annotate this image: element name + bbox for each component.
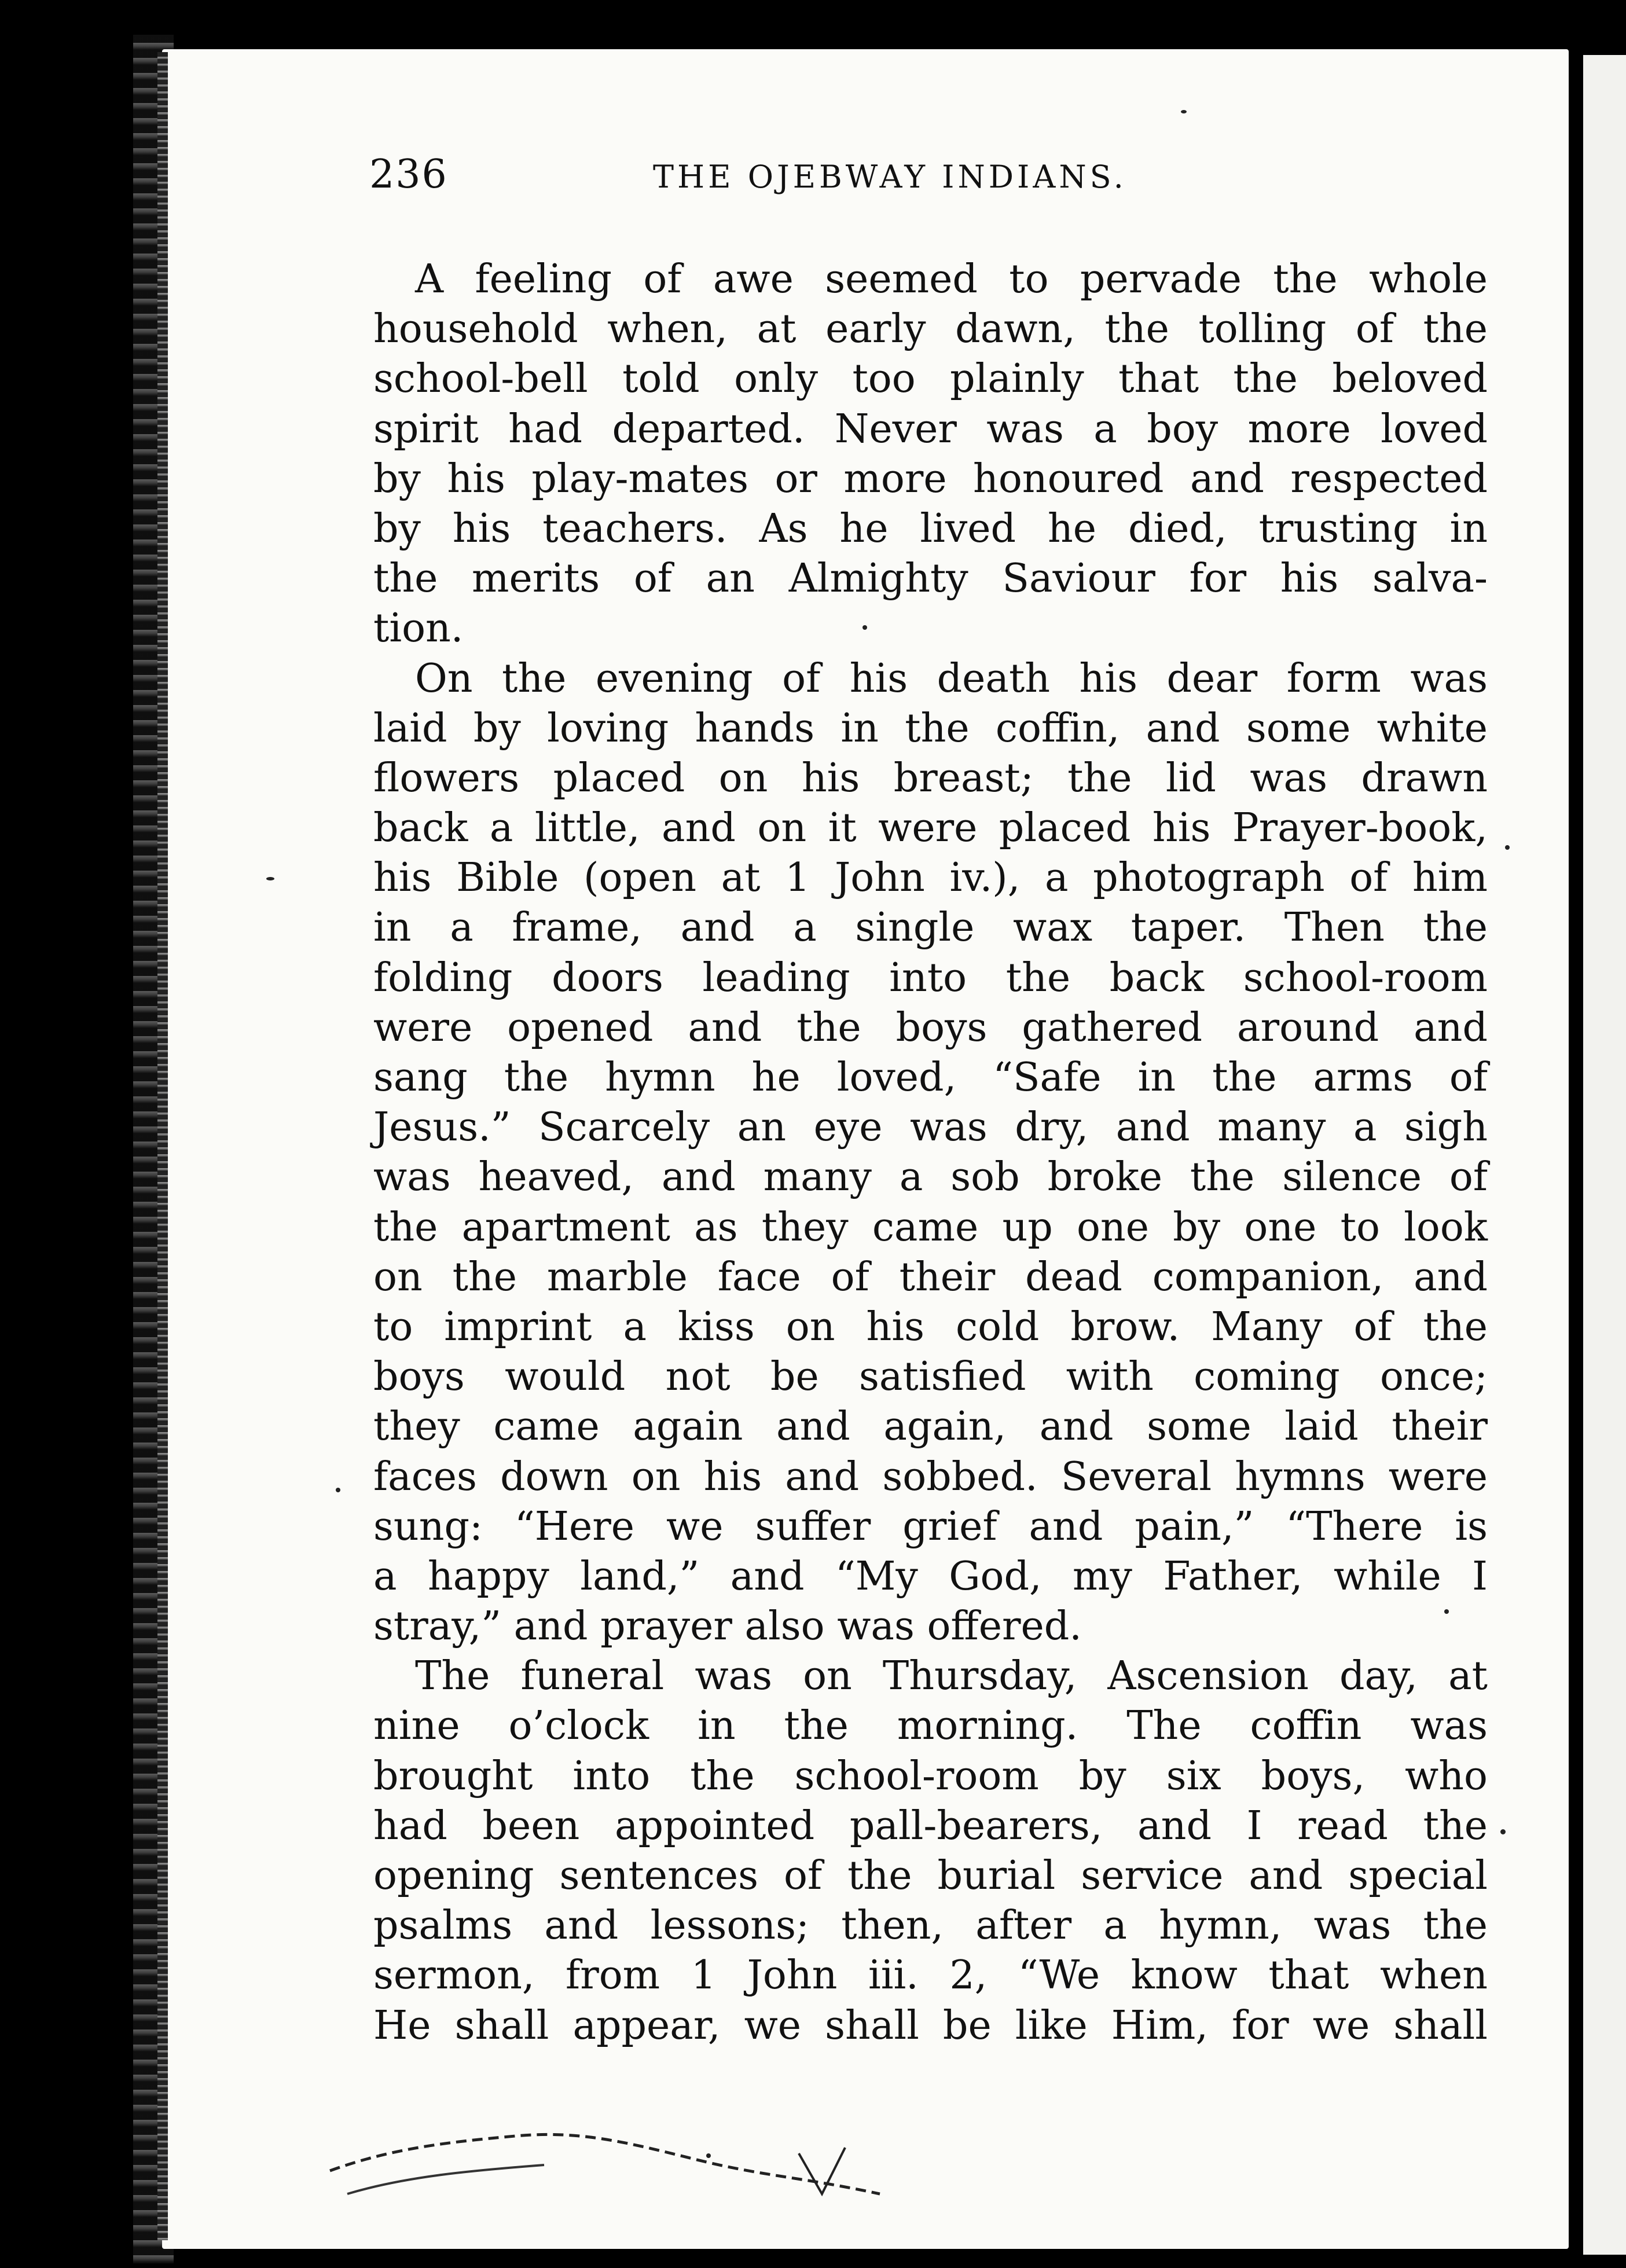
text-line: On the evening of his death his dear form was bbox=[415, 655, 1488, 702]
text-line: household when, at early dawn, the tolling of the bbox=[373, 306, 1488, 353]
text-line: laid by loving hands in the coffin, and some white bbox=[373, 705, 1488, 751]
text-line: brought into the school-room by six boys, who bbox=[373, 1753, 1488, 1799]
text-line: faces down on his and sobbed. Several hymns were bbox=[373, 1454, 1488, 1500]
body-text bbox=[373, 255, 1488, 2051]
text-line: had been appointed pall-bearers, and I read the bbox=[373, 1803, 1488, 1849]
scan-speck bbox=[862, 625, 867, 630]
text-line: sermon, from 1 John iii. 2, “We know that when bbox=[373, 1953, 1488, 1999]
running-title: THE OJEBWAY INDIANS. bbox=[653, 159, 1127, 195]
scan-speck bbox=[1444, 1609, 1449, 1614]
text-line: folding doors leading into the back school-room bbox=[373, 955, 1488, 1001]
text-line: boys would not be satisfied with coming once; bbox=[373, 1354, 1488, 1400]
text-line: tion. bbox=[373, 605, 464, 652]
scan-speck bbox=[336, 1488, 340, 1492]
text-line: flowers placed on his breast; the lid was drawn bbox=[373, 755, 1488, 801]
text-line: to imprint a kiss on his cold brow. Many of the bbox=[373, 1304, 1488, 1350]
text-line: school-bell told only too plainly that the beloved bbox=[373, 356, 1488, 402]
text-line: the apartment as they came up one by one to look bbox=[373, 1204, 1488, 1250]
text-line: sung: “Here we suffer grief and pain,” “There is bbox=[373, 1503, 1488, 1550]
text-line: He shall appear, we shall be like Him, for we shall bbox=[373, 2002, 1488, 2049]
text-line: by his play-mates or more honoured and respected bbox=[373, 456, 1488, 502]
text-line: The funeral was on Thursday, Ascension day, at bbox=[415, 1653, 1488, 1700]
text-line: was heaved, and many a sob broke the silence of bbox=[373, 1154, 1488, 1201]
text-line: psalms and lessons; then, after a hymn, was the bbox=[373, 1903, 1488, 1949]
text-line: they came again and again, and some laid their bbox=[373, 1404, 1488, 1450]
scan-speck bbox=[266, 877, 274, 880]
scan-speck bbox=[1500, 1829, 1506, 1834]
page-number: 236 bbox=[369, 152, 448, 197]
book-gutter-shadow bbox=[157, 52, 168, 2240]
text-line: opening sentences of the burial service and special bbox=[373, 1853, 1488, 1899]
text-line: on the marble face of their dead companion, and bbox=[373, 1254, 1488, 1300]
text-line: his Bible (open at 1 John iv.), a photograph of him bbox=[373, 855, 1488, 901]
page-header bbox=[369, 152, 1498, 204]
scan-speck bbox=[1181, 110, 1187, 113]
text-line: spirit had departed. Never was a boy more loved bbox=[373, 406, 1488, 452]
text-line: the merits of an Almighty Saviour for his salva- bbox=[373, 556, 1488, 602]
text-line: were opened and the boys gathered around and bbox=[373, 1004, 1488, 1051]
scan-speck bbox=[1505, 845, 1510, 850]
text-line: back a little, and on it were placed his Prayer-book, bbox=[373, 805, 1488, 852]
text-line: a happy land,” and “My God, my Father, while I bbox=[373, 1553, 1488, 1599]
scan-smudge bbox=[324, 2107, 903, 2200]
facing-page-edge bbox=[1583, 55, 1626, 2255]
text-line: A feeling of awe seemed to pervade the whole bbox=[415, 256, 1488, 302]
text-line: stray,” and prayer also was offered. bbox=[373, 1603, 1082, 1650]
text-line: in a frame, and a single wax taper. Then the bbox=[373, 905, 1488, 951]
text-line: by his teachers. As he lived he died, trusting in bbox=[373, 505, 1488, 552]
text-line: sang the hymn he loved, “Safe in the arms of bbox=[373, 1055, 1488, 1100]
text-line: nine o’clock in the morning. The coffin was bbox=[373, 1703, 1488, 1749]
text-line: Jesus.” Scarcely an eye was dry, and many a sigh bbox=[373, 1104, 1488, 1151]
